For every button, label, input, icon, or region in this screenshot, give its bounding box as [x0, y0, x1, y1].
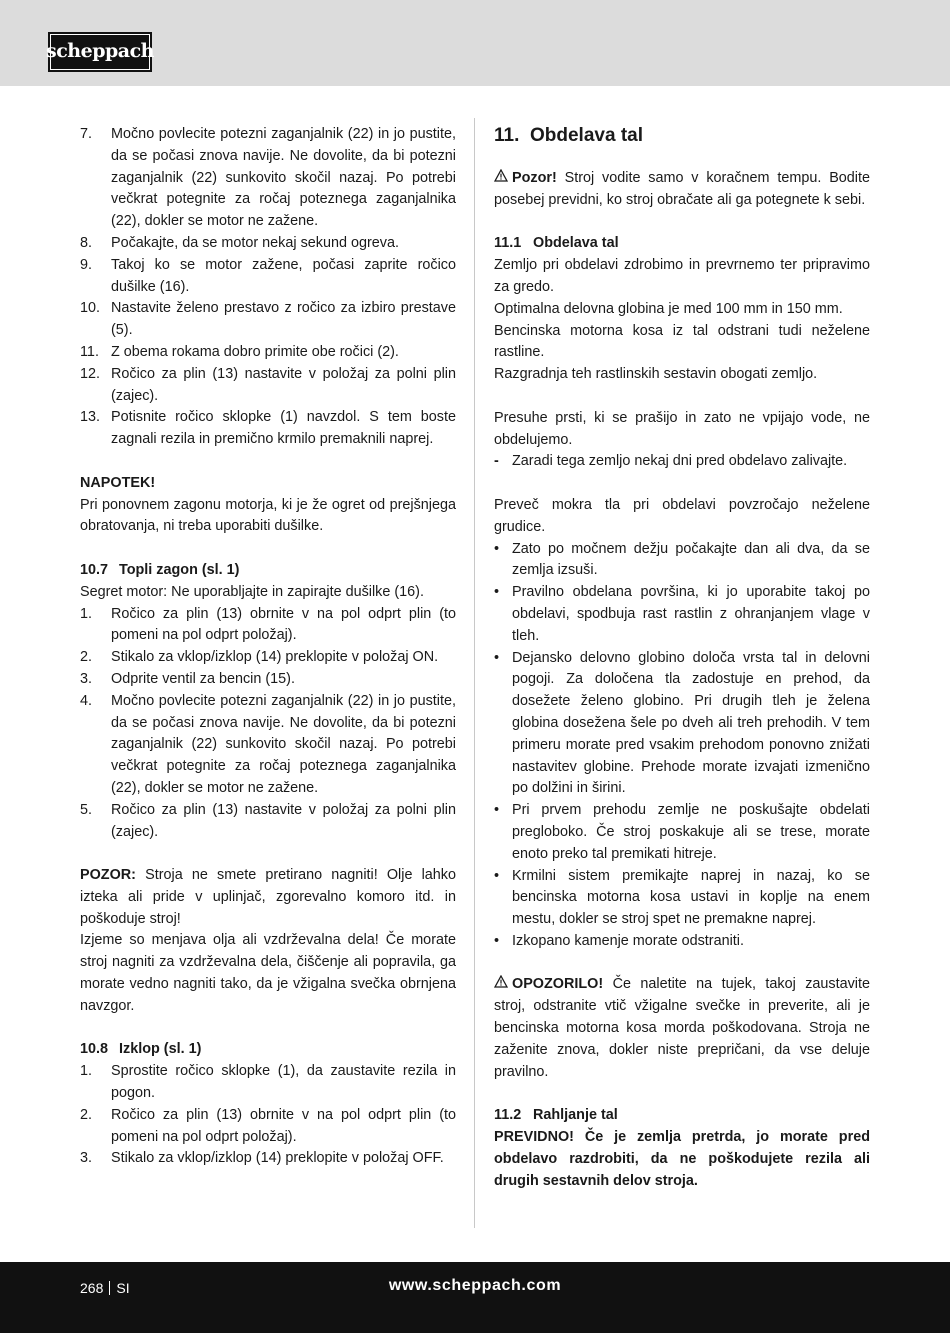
- step-text: Potisnite ročico sklopke (1) navzdol. S tem boste zagnali rezila in premično krmilo premaknili naprej.: [111, 409, 456, 448]
- caution-bold-paragraph: PREVIDNO! Če je zemlja pretrda, jo morate pred obdelavo razdrobiti, da ne poškodujete rezila ali drugih sestavnih delov stroja.: [494, 1129, 870, 1189]
- bullet-item: [494, 866, 870, 931]
- warning-text: Če naletite na tujek, takoj zaustavite stroj, odstranite vtič vžigalne svečke in preverite, ali je bencinska motorna kosa morda poškodovana. Stroja ne zaženite znova, dokler niste prepričani, da vse deluje pravilno.: [494, 976, 871, 1080]
- numbered-step: [80, 647, 456, 669]
- section-11-heading: [494, 124, 870, 148]
- dash-item: [494, 451, 870, 473]
- bullet-marker: •: [494, 584, 500, 601]
- dash-marker: -: [494, 453, 499, 470]
- bullet-item: [494, 931, 870, 953]
- bullet-marker: •: [494, 540, 500, 557]
- paragraph: Presuhe prsti, ki se prašijo in zato ne vpijajo vode, ne obdelujemo.: [494, 409, 870, 448]
- step-number: 1.: [80, 605, 93, 622]
- bullet-marker: •: [494, 932, 500, 949]
- numbered-step: [80, 255, 456, 299]
- section-title: Rahljanje tal: [533, 1107, 618, 1124]
- step-text: Močno povlecite potezni zaganjalnik (22) in jo pustite, da se počasi znova navije. Ne dovolite, da bi potezni zaganjalnik (22) sunkovito skočil nazaj. Po potrebi večkrat potegnite za ročaj poteznega zaganjalnika (22), dokler se motor ne zažene.: [111, 692, 456, 796]
- step-text: Odprite ventil za bencin (15).: [111, 670, 295, 687]
- numbered-step: [80, 669, 456, 691]
- section-title: Obdelava tal: [533, 235, 619, 252]
- caution-text: Stroja ne smete pretirano nagniti! Olje lahko izteka ali pride v uplinjač, zgorevalno komoro itd. in poškoduje stroj!: [80, 867, 456, 927]
- step-number: 3.: [80, 670, 93, 687]
- numbered-step: [80, 1061, 456, 1105]
- warning-text: Stroj vodite samo v koračnem tempu. Bodite posebej previdni, ko stroj obračate ali ga potegnete k sebi.: [494, 170, 870, 208]
- section-title: Topli zagon (sl. 1): [119, 561, 240, 578]
- bullet-list: [494, 539, 870, 953]
- note-title: NAPOTEK!: [80, 474, 156, 491]
- section-title: Obdelava tal: [530, 125, 643, 146]
- bullet-marker: •: [494, 867, 500, 884]
- section-number: 10.8: [80, 1041, 109, 1058]
- warning-paragraph-2: [494, 974, 870, 1083]
- section-11-2-heading: [494, 1105, 870, 1127]
- bullet-item: [494, 648, 870, 801]
- step-number: 4.: [80, 692, 93, 709]
- brand-logo: scheppach: [48, 32, 152, 72]
- step-text: Sprostite ročico sklopke (1), da zaustavite rezila in pogon.: [111, 1063, 456, 1102]
- numbered-step: [80, 1105, 456, 1149]
- section-title: Izklop (sl. 1): [119, 1041, 202, 1058]
- step-text: Ročico za plin (13) nastavite v položaj za polni plin (zajec).: [111, 801, 456, 840]
- caution-label: POZOR:: [80, 867, 136, 884]
- dash-text: Zaradi tega zemljo nekaj dni pred obdelavo zalivajte.: [512, 453, 848, 470]
- numbered-step: [80, 298, 456, 342]
- step-number: 8.: [80, 234, 93, 251]
- caution-paragraph: [80, 865, 456, 930]
- numbered-step: [80, 691, 456, 800]
- warning-triangle-icon: [494, 974, 508, 996]
- right-column: [494, 124, 870, 1192]
- paragraph: Razgradnja teh rastlinskih sestavin obogati zemljo.: [494, 366, 818, 383]
- warm-start-intro: Segret motor: Ne uporabljajte in zapirajte dušilke (16).: [80, 583, 424, 600]
- bullet-text: Pravilno obdelana površina, ki jo uporabite takoj po obdelavi, spodbuja rast rastlin z ohranjanjem vlage v tleh.: [512, 584, 870, 644]
- step-text: Stikalo za vklop/izklop (14) preklopite v položaj OFF.: [111, 1150, 444, 1167]
- steps-list-c: [80, 1061, 456, 1170]
- header-bar: [0, 0, 950, 86]
- step-text: Ročico za plin (13) obrnite v na pol odprt plin (to pomeni na pol odprt položaj).: [111, 605, 456, 644]
- step-text: Ročico za plin (13) obrnite v na pol odprt plin (to pomeni na pol odprt položaj).: [111, 1106, 456, 1145]
- language-code: SI: [116, 1280, 130, 1296]
- page-number: 268: [80, 1280, 104, 1296]
- step-text: Stikalo za vklop/izklop (14) preklopite v položaj ON.: [111, 649, 439, 666]
- column-divider: [474, 118, 475, 1228]
- caution-paragraph-2: Izjeme so menjava olja ali vzdrževalna dela! Če morate stroj nagniti za vzdrževalna dela, čiščenje ali popravila, ga morate vedno nagniti tako, da je vžigalna svečka obrnjena navzgor.: [80, 932, 456, 1014]
- bullet-text: Dejansko delovno globino določa vrsta tal in delovni pogoji. Za določena tla zadostuje en prehod, da dosežete želeno globino. Pri drugih tleh je želena globina dosežena šele po dveh ali treh prehodih. V tem primeru morate pred vsakim prehodom ponovno znižati nastavitev globine. Prehode morate izvajati izmenično po dolžini in širini.: [512, 649, 870, 797]
- numbered-step: [80, 1148, 456, 1170]
- numbered-step: [80, 124, 456, 233]
- bullet-text: Krmilni sistem premikajte naprej in nazaj, ko se bencinska motorna kosa ustavi in koplje na enem mestu, dokler se stroj spet ne premakne naprej.: [512, 867, 870, 928]
- section-number: 11.1: [494, 235, 522, 252]
- numbered-step: [80, 342, 456, 364]
- warning-label: Pozor!: [512, 170, 557, 186]
- step-number: 13.: [80, 409, 101, 426]
- step-text: Takoj ko se motor zažene, počasi zaprite ročico dušilke (16).: [111, 256, 456, 295]
- step-number: 10.: [80, 300, 101, 317]
- step-number: 1.: [80, 1063, 93, 1080]
- step-number: 11.: [80, 343, 99, 360]
- paragraph: Optimalna delovna globina je med 100 mm in 150 mm.: [494, 300, 843, 317]
- step-number: 3.: [80, 1150, 93, 1167]
- numbered-step: [80, 604, 456, 648]
- section-11-1-heading: [494, 233, 870, 255]
- bullet-item: [494, 582, 870, 647]
- step-text: Ročico za plin (13) nastavite v položaj za polni plin (zajec).: [111, 365, 456, 404]
- numbered-step: [80, 407, 456, 451]
- step-text: Počakajte, da se motor nekaj sekund ogreva.: [111, 234, 399, 251]
- bullet-item: [494, 800, 870, 865]
- bullet-marker: •: [494, 802, 500, 819]
- warning-label: OPOZORILO!: [512, 976, 604, 993]
- steps-list-b: [80, 604, 456, 844]
- section-number: 11.2: [494, 1107, 522, 1124]
- note-text: Pri ponovnem zagonu motorja, ki je že ogret od prejšnjega obratovanja, ni treba uporabiti dušilke.: [80, 496, 456, 535]
- step-text: Močno povlecite potezni zaganjalnik (22) in jo pustite, da se počasi znova navije. Ne dovolite, da bi potezni zaganjalnik (22) sunkovito skočil nazaj. Po potrebi večkrat potegnite za ročaj poteznega zaganjalnika (22), dokler se motor ne zažene.: [111, 126, 456, 230]
- bullet-text: Izkopano kamenje morate odstraniti.: [512, 932, 744, 949]
- numbered-step: [80, 800, 456, 844]
- paragraph: Bencinska motorna kosa iz tal odstrani tudi neželene rastline.: [494, 322, 870, 361]
- bullet-marker: •: [494, 649, 500, 666]
- step-number: 12.: [80, 365, 101, 382]
- bullet-item: [494, 539, 870, 583]
- step-number: 2.: [80, 1106, 93, 1123]
- step-number: 7.: [80, 126, 93, 142]
- section-10-7-heading: [80, 560, 456, 582]
- section-10-8-heading: [80, 1039, 456, 1061]
- warning-paragraph-1: [494, 168, 870, 212]
- section-number: 11.: [494, 125, 520, 146]
- footer-bar: [0, 1262, 950, 1333]
- step-text: Nastavite želeno prestavo z ročico za izbiro prestave (5).: [111, 300, 456, 339]
- paragraph: Preveč mokra tla pri obdelavi povzročajo neželene grudice.: [494, 496, 870, 535]
- step-number: 2.: [80, 649, 93, 666]
- section-number: 10.7: [80, 561, 109, 578]
- website-url: www.scheppach.com: [388, 1277, 562, 1294]
- numbered-step: [80, 233, 456, 255]
- step-text: Z obema rokama dobro primite obe ročici (2).: [111, 343, 399, 360]
- numbered-step: [80, 364, 456, 408]
- bullet-text: Pri prvem prehodu zemlje ne poskušajte obdelati pregloboko. Če stroj poskakuje ali se trese, morate enoto preko tal premikati hitreje.: [512, 802, 870, 862]
- bullet-text: Zato po močnem dežju počakajte dan ali dva, da se zemlja izsuši.: [512, 540, 870, 579]
- paragraph: Zemljo pri obdelavi zdrobimo in prevrnemo ter pripravimo za gredo.: [494, 257, 870, 295]
- steps-list-a: [80, 124, 456, 451]
- step-number: 5.: [80, 801, 93, 818]
- warning-triangle-icon: [494, 168, 508, 190]
- left-column: [80, 124, 456, 1170]
- step-number: 9.: [80, 256, 93, 273]
